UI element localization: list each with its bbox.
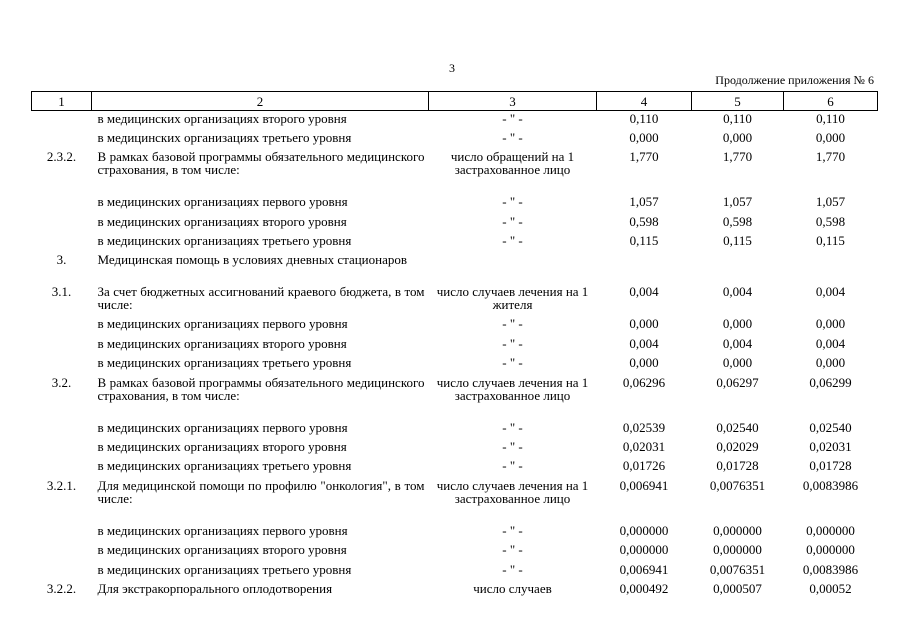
row-name-text: в медицинских организациях второго уровня (97, 111, 347, 126)
row-number (32, 420, 92, 439)
row-name (92, 420, 429, 439)
row-unit: число обращений на 1 застрахованное лицо (450, 149, 575, 178)
table-row (32, 375, 878, 420)
row-number (32, 355, 92, 374)
row-unit: - " - (502, 233, 523, 249)
row-value-col-4: 0,06296 (622, 374, 666, 390)
row-name (92, 458, 429, 477)
table-row (32, 542, 878, 561)
row-value-col-6: 0,000 (815, 355, 846, 371)
row-value-col-4: 0,000492 (619, 580, 669, 596)
row-name (92, 214, 429, 233)
row-unit: - " - (502, 561, 523, 577)
row-value-col-5: 0,115 (723, 233, 752, 249)
row-value-col-6: 0,000000 (806, 522, 855, 538)
row-number (32, 130, 92, 149)
row-value-col-4: 0,598 (629, 213, 659, 229)
row-number (32, 523, 92, 542)
row-unit: - " - (502, 542, 523, 558)
table-row (32, 111, 878, 130)
row-value-col-5: 0,000507 (713, 580, 762, 596)
row-value-col-5: 0,0076351 (709, 561, 766, 577)
row-value-col-4: 0,115 (629, 233, 659, 249)
row-value-col-5: 0,0076351 (709, 477, 766, 493)
row-value-col-5: 0,02540 (716, 419, 759, 435)
row-value-col-6: 0,598 (815, 213, 846, 229)
row-value-col-6: 0,000 (815, 129, 846, 145)
row-unit: - " - (502, 194, 523, 210)
row-unit: - " - (502, 458, 523, 474)
row-value-col-4: 0,000000 (619, 522, 669, 538)
row-unit: - " - (502, 111, 523, 126)
row-value-col-6: 1,770 (815, 149, 846, 165)
row-value-col-5 (692, 252, 784, 284)
row-name (92, 233, 429, 252)
row-value-col-4: 0,006941 (619, 477, 669, 493)
row-unit: число случаев лечения на 1 жителя (436, 284, 589, 313)
row-name-text: в медицинских организациях первого уровня (97, 522, 348, 538)
table-row (32, 284, 878, 316)
row-value-col-4: 1,770 (629, 149, 659, 165)
table-row (32, 562, 878, 581)
row-unit: - " - (502, 419, 523, 435)
row-value-col-4: 0,004 (629, 335, 659, 351)
row-value-col-6: 0,115 (816, 233, 845, 249)
row-value-col-4: 1,057 (629, 194, 659, 210)
row-value-col-4: 0,000000 (619, 542, 669, 558)
row-name-text: в медицинских организациях первого уровня (97, 316, 348, 332)
row-number (32, 458, 92, 477)
row-name-text: в медицинских организациях второго уровня (97, 335, 347, 351)
table-row (32, 523, 878, 542)
row-unit: - " - (502, 355, 523, 371)
table-row (32, 478, 878, 523)
row-unit: - " - (502, 213, 523, 229)
row-name (92, 581, 429, 600)
row-unit: число случаев лечения на 1 застрахованное лицо (436, 374, 589, 403)
row-name-text: В рамках базовой программы обязательного медицинского страхования, в том числе: (97, 149, 425, 178)
row-value-col-5: 0,000 (722, 355, 753, 371)
row-name-text: в медицинских организациях третьего уровня (97, 233, 352, 249)
row-number (32, 542, 92, 561)
page-number: 3 (449, 61, 455, 75)
row-unit: - " - (502, 439, 523, 455)
table-row (32, 149, 878, 194)
row-value-col-5: 0,000 (722, 129, 753, 145)
row-name-text: в медицинских организациях третьего уровня (97, 355, 352, 371)
row-name (92, 336, 429, 355)
row-value-col-4: 0,01726 (622, 458, 666, 474)
row-value-col-6: 0,000000 (806, 542, 855, 558)
row-name-text: в медицинских организациях второго уровня (97, 542, 347, 558)
row-value-col-5: 0,000000 (713, 522, 762, 538)
row-value-col-4: 0,000 (629, 316, 659, 332)
row-name (92, 111, 429, 130)
row-value-col-5: 0,000 (722, 316, 753, 332)
row-name-text: Медицинская помощь в условиях дневных стационаров (97, 252, 407, 268)
table-row (32, 458, 878, 477)
header-col-4: 4 (597, 92, 692, 111)
row-value-col-4: 0,000 (629, 129, 659, 145)
row-value-col-5: 0,01728 (716, 458, 759, 474)
row-number (32, 214, 92, 233)
table-row (32, 194, 878, 213)
row-name (92, 194, 429, 213)
row-number (32, 111, 92, 130)
row-value-col-6: 0,110 (816, 111, 845, 126)
row-name (92, 478, 429, 523)
row-number: 3.2.2. (46, 580, 77, 596)
row-name-text: За счет бюджетных ассигнований краевого бюджета, в том числе: (97, 284, 425, 313)
row-value-col-4: 0,02539 (622, 419, 666, 435)
row-name (92, 562, 429, 581)
row-number: 3.2. (51, 374, 72, 390)
row-value-col-6: 0,01728 (809, 458, 852, 474)
row-value-col-5: 1,770 (722, 149, 753, 165)
table-row (32, 233, 878, 252)
row-name-text: в медицинских организациях первого уровня (97, 194, 348, 210)
row-name-text: в медицинских организациях третьего уровня (97, 129, 352, 145)
row-name (92, 284, 429, 316)
row-value-col-4: 0,004 (629, 284, 659, 300)
row-unit: - " - (502, 335, 523, 351)
row-name-text: Для экстракорпорального оплодотворения (97, 580, 333, 596)
row-value-col-6: 0,004 (815, 284, 846, 300)
row-unit: - " - (502, 316, 523, 332)
table-body (32, 111, 878, 601)
row-name (92, 149, 429, 194)
table-row (32, 581, 878, 600)
row-name-text: в медицинских организациях второго уровня (97, 439, 347, 455)
row-value-col-6: 0,02540 (809, 419, 852, 435)
row-number: 3. (56, 252, 67, 268)
row-number (32, 194, 92, 213)
row-value-col-5: 0,004 (722, 284, 753, 300)
row-name-text: в медицинских организациях первого уровня (97, 419, 348, 435)
row-number: 3.1. (51, 284, 72, 300)
row-name (92, 523, 429, 542)
row-value-col-5: 0,000000 (713, 542, 762, 558)
table-row (32, 439, 878, 458)
row-name-text: Для медицинской помощи по профилю "онкология", в том числе: (97, 477, 425, 506)
header-col-6: 6 (784, 92, 878, 111)
row-number: 2.3.2. (46, 149, 77, 165)
row-number (32, 233, 92, 252)
table-row (32, 130, 878, 149)
row-number (32, 316, 92, 335)
row-name (92, 375, 429, 420)
row-name-text: в медицинских организациях третьего уровня (97, 458, 352, 474)
row-number (32, 439, 92, 458)
row-value-col-6: 0,00052 (809, 580, 852, 596)
table-row (32, 316, 878, 335)
table-row (32, 252, 878, 284)
header-col-1: 1 (32, 92, 92, 111)
row-unit: - " - (502, 522, 523, 538)
table-row (32, 420, 878, 439)
row-value-col-6: 0,000 (815, 316, 846, 332)
continuation-note: Продолжение приложения № 6 (715, 73, 874, 87)
row-number (32, 336, 92, 355)
row-value-col-6: 0,02031 (809, 439, 852, 455)
header-col-2: 2 (92, 92, 429, 111)
row-name (92, 130, 429, 149)
row-name-text: в медицинских организациях третьего уровня (97, 561, 352, 577)
header-row (32, 92, 878, 111)
row-value-col-4 (597, 252, 692, 284)
row-unit: - " - (502, 129, 523, 145)
row-value-col-6: 0,0083986 (802, 561, 859, 577)
row-value-col-5: 0,004 (722, 335, 753, 351)
row-name (92, 252, 429, 284)
row-value-col-5: 0,06297 (716, 374, 759, 390)
row-value-col-4: 0,02031 (622, 439, 666, 455)
row-value-col-5: 1,057 (722, 194, 753, 210)
row-number: 3.2.1. (46, 477, 77, 493)
row-value-col-6 (784, 252, 878, 284)
row-value-col-4: 0,110 (629, 111, 659, 126)
table-row (32, 336, 878, 355)
row-name (92, 355, 429, 374)
row-value-col-6: 1,057 (815, 194, 846, 210)
row-name (92, 316, 429, 335)
row-unit: число случаев лечения на 1 застрахованное лицо (436, 477, 589, 506)
row-name-text: В рамках базовой программы обязательного медицинского страхования, в том числе: (97, 374, 425, 403)
row-value-col-6: 0,004 (815, 335, 846, 351)
row-value-col-5: 0,598 (722, 213, 753, 229)
row-unit (429, 252, 597, 284)
table-header (32, 92, 878, 111)
row-unit: число случаев (473, 580, 552, 596)
header-col-5: 5 (692, 92, 784, 111)
appendix-table (31, 91, 878, 600)
row-number (32, 562, 92, 581)
table-row (32, 214, 878, 233)
row-value-col-6: 0,06299 (809, 374, 852, 390)
row-value-col-4: 0,000 (629, 355, 659, 371)
row-value-col-5: 0,02029 (716, 439, 759, 455)
row-name-text: в медицинских организациях второго уровня (97, 213, 347, 229)
table-row (32, 355, 878, 374)
header-col-3: 3 (429, 92, 597, 111)
row-value-col-6: 0,0083986 (802, 477, 859, 493)
row-name (92, 542, 429, 561)
row-name (92, 439, 429, 458)
row-value-col-4: 0,006941 (619, 561, 669, 577)
row-value-col-5: 0,110 (723, 111, 752, 126)
